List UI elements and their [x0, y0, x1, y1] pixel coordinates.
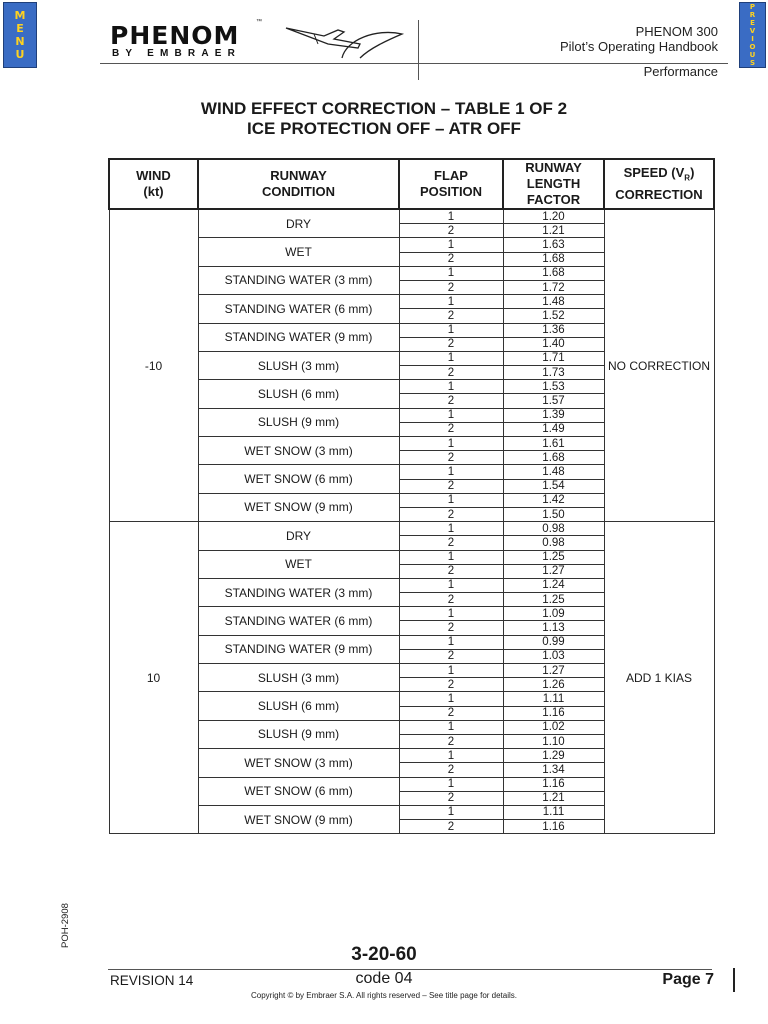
condition-cell: SLUSH (3 mm) — [198, 351, 399, 379]
factor-cell: 1.26 — [503, 678, 604, 692]
factor-cell: 1.50 — [503, 507, 604, 521]
condition-cell: WET SNOW (3 mm) — [198, 749, 399, 777]
flap-cell: 2 — [399, 678, 503, 692]
factor-cell: 1.42 — [503, 493, 604, 507]
flap-cell: 2 — [399, 280, 503, 294]
wind-correction-table — [108, 158, 715, 834]
flap-cell: 2 — [399, 422, 503, 436]
table-title: WIND EFFECT CORRECTION – TABLE 1 OF 2 — [200, 99, 568, 118]
flap-cell: 1 — [399, 749, 503, 763]
factor-cell: 1.29 — [503, 749, 604, 763]
flap-cell: 1 — [399, 664, 503, 678]
flap-cell: 2 — [399, 479, 503, 493]
flap-cell: 1 — [399, 295, 503, 309]
flap-cell: 2 — [399, 763, 503, 777]
factor-cell: 1.34 — [503, 763, 604, 777]
table-row — [109, 209, 714, 224]
factor-cell: 1.20 — [503, 209, 604, 224]
wind-cell: 10 — [109, 522, 198, 834]
flap-cell: 1 — [399, 437, 503, 451]
condition-cell: WET SNOW (9 mm) — [198, 805, 399, 833]
factor-cell: 1.03 — [503, 649, 604, 663]
factor-cell: 1.11 — [503, 692, 604, 706]
wind-cell: -10 — [109, 209, 198, 522]
nav-letter: S — [749, 58, 756, 67]
header-wind-line2: (kt) — [143, 184, 164, 199]
header-speed-pre: SPEED (V — [623, 165, 685, 181]
factor-cell: 1.53 — [503, 380, 604, 394]
factor-cell: 1.10 — [503, 734, 604, 748]
factor-cell: 1.25 — [503, 593, 604, 607]
speed-correction-cell: ADD 1 KIAS — [604, 522, 714, 834]
condition-cell: STANDING WATER (3 mm) — [198, 578, 399, 606]
flap-cell: 1 — [399, 380, 503, 394]
condition-cell: STANDING WATER (9 mm) — [198, 635, 399, 663]
condition-cell: WET — [198, 550, 399, 578]
factor-cell: 1.02 — [503, 720, 604, 734]
flap-cell: 2 — [399, 536, 503, 550]
header-model: PHENOM 300 — [635, 24, 718, 39]
header-factor-line3: FACTOR — [526, 192, 581, 207]
condition-cell: WET SNOW (9 mm) — [198, 493, 399, 521]
flap-cell: 2 — [399, 366, 503, 380]
factor-cell: 1.13 — [503, 621, 604, 635]
flap-cell: 2 — [399, 734, 503, 748]
condition-cell: STANDING WATER (3 mm) — [198, 266, 399, 294]
nav-letter: U — [749, 50, 756, 59]
table-row — [109, 522, 714, 536]
nav-letter: I — [751, 34, 754, 43]
flap-cell: 1 — [399, 550, 503, 564]
factor-cell: 1.39 — [503, 408, 604, 422]
table-body — [109, 209, 714, 834]
flap-cell: 1 — [399, 607, 503, 621]
poh-code: POH-2908 — [60, 903, 71, 948]
factor-cell: 1.63 — [503, 238, 604, 252]
flap-cell: 2 — [399, 224, 503, 238]
flap-cell: 1 — [399, 522, 503, 536]
factor-cell: 1.68 — [503, 266, 604, 280]
factor-cell: 1.68 — [503, 252, 604, 266]
flap-cell: 2 — [399, 564, 503, 578]
flap-cell: 1 — [399, 465, 503, 479]
speed-correction-cell: NO CORRECTION — [604, 209, 714, 522]
header-runway-condition — [198, 159, 399, 209]
page-code: 3-20-60 — [351, 944, 417, 965]
condition-cell: SLUSH (9 mm) — [198, 408, 399, 436]
flap-cell: 1 — [399, 323, 503, 337]
header-rule — [100, 63, 728, 64]
factor-cell: 1.09 — [503, 607, 604, 621]
nav-letter: R — [749, 10, 756, 19]
menu-button[interactable] — [3, 2, 37, 68]
factor-cell: 1.61 — [503, 437, 604, 451]
condition-cell: WET SNOW (6 mm) — [198, 777, 399, 805]
condition-cell: DRY — [198, 209, 399, 238]
logo-subtitle: BY EMBRAER — [112, 48, 242, 59]
factor-cell: 1.25 — [503, 550, 604, 564]
factor-cell: 1.16 — [503, 820, 604, 834]
factor-cell: 1.27 — [503, 564, 604, 578]
factor-cell: 1.21 — [503, 224, 604, 238]
page-bar — [733, 968, 735, 992]
flap-cell: 1 — [399, 493, 503, 507]
flap-cell: 1 — [399, 266, 503, 280]
factor-cell: 1.24 — [503, 578, 604, 592]
previous-button[interactable] — [739, 2, 766, 68]
flap-cell: 2 — [399, 820, 503, 834]
flap-cell: 2 — [399, 649, 503, 663]
header-speed-line1 — [605, 165, 713, 187]
code-label: code 04 — [355, 970, 413, 987]
factor-cell: 1.11 — [503, 805, 604, 819]
condition-cell: WET SNOW (3 mm) — [198, 437, 399, 465]
condition-cell: WET SNOW (6 mm) — [198, 465, 399, 493]
header-flap-line2: POSITION — [419, 184, 483, 199]
flap-cell: 2 — [399, 791, 503, 805]
flap-cell: 2 — [399, 394, 503, 408]
flap-cell: 2 — [399, 252, 503, 266]
flap-cell: 2 — [399, 706, 503, 720]
factor-cell: 1.40 — [503, 337, 604, 351]
factor-cell: 0.98 — [503, 536, 604, 550]
header-wind — [109, 159, 198, 209]
phenom-logo: PHENOM — [110, 21, 240, 50]
condition-cell: WET — [198, 238, 399, 266]
flap-cell: 2 — [399, 593, 503, 607]
condition-cell: STANDING WATER (9 mm) — [198, 323, 399, 351]
header-factor-line2: LENGTH — [526, 176, 581, 191]
header-runway-length-factor — [503, 159, 604, 209]
condition-cell: SLUSH (9 mm) — [198, 720, 399, 748]
logo-trademark: ™ — [256, 19, 262, 25]
factor-cell: 1.73 — [503, 366, 604, 380]
factor-cell: 0.98 — [503, 522, 604, 536]
condition-cell: SLUSH (6 mm) — [198, 380, 399, 408]
condition-cell: SLUSH (3 mm) — [198, 664, 399, 692]
flap-cell: 2 — [399, 451, 503, 465]
factor-cell: 1.52 — [503, 309, 604, 323]
nav-letter: M — [14, 9, 26, 22]
condition-cell: STANDING WATER (6 mm) — [198, 295, 399, 323]
flap-cell: 1 — [399, 238, 503, 252]
table-header-row — [109, 159, 714, 209]
condition-cell: SLUSH (6 mm) — [198, 692, 399, 720]
flap-cell: 2 — [399, 337, 503, 351]
flap-cell: 1 — [399, 578, 503, 592]
header-flap-line1: FLAP — [434, 168, 468, 183]
flap-cell: 2 — [399, 309, 503, 323]
nav-letter: P — [749, 2, 756, 11]
factor-cell: 1.68 — [503, 451, 604, 465]
flap-cell: 1 — [399, 408, 503, 422]
factor-cell: 1.72 — [503, 280, 604, 294]
factor-cell: 1.57 — [503, 394, 604, 408]
factor-cell: 1.27 — [503, 664, 604, 678]
header-flap-position — [399, 159, 503, 209]
revision-label: REVISION 14 — [110, 973, 194, 988]
flap-cell: 1 — [399, 720, 503, 734]
condition-cell: STANDING WATER (6 mm) — [198, 607, 399, 635]
header-speed-post: ) — [690, 165, 695, 181]
factor-cell: 1.16 — [503, 777, 604, 791]
flap-cell: 1 — [399, 692, 503, 706]
factor-cell: 1.49 — [503, 422, 604, 436]
header-speed-line2: CORRECTION — [615, 186, 703, 202]
nav-letter: E — [16, 22, 24, 35]
nav-letter: N — [15, 35, 25, 48]
nav-letter: E — [750, 18, 755, 27]
factor-cell: 1.48 — [503, 465, 604, 479]
airplane-logo-icon — [284, 22, 408, 62]
header-cond-line1: RUNWAY — [270, 168, 327, 183]
factor-cell: 1.36 — [503, 323, 604, 337]
factor-cell: 0.99 — [503, 635, 604, 649]
flap-cell: 1 — [399, 209, 503, 224]
table-subtitle: ICE PROTECTION OFF – ATR OFF — [247, 119, 521, 138]
header-section: Performance — [643, 64, 718, 79]
header-speed-sub: R — [684, 173, 691, 183]
factor-cell: 1.16 — [503, 706, 604, 720]
header-wind-line1: WIND — [136, 168, 171, 183]
copyright-notice: Copyright © by Embraer S.A. All rights reserved – See title page for details. — [250, 991, 518, 1000]
header-speed-correction — [604, 159, 714, 209]
header-divider — [418, 20, 419, 80]
flap-cell: 1 — [399, 777, 503, 791]
nav-letter: U — [15, 48, 25, 61]
header-factor-line1: RUNWAY — [525, 160, 582, 175]
flap-cell: 2 — [399, 621, 503, 635]
nav-letter: O — [749, 42, 756, 51]
factor-cell: 1.21 — [503, 791, 604, 805]
nav-letter: V — [749, 26, 756, 35]
factor-cell: 1.71 — [503, 351, 604, 365]
condition-cell: DRY — [198, 522, 399, 550]
flap-cell: 2 — [399, 507, 503, 521]
header-book-title: Pilot’s Operating Handbook — [559, 39, 718, 54]
flap-cell: 1 — [399, 805, 503, 819]
factor-cell: 1.48 — [503, 295, 604, 309]
factor-cell: 1.54 — [503, 479, 604, 493]
flap-cell: 1 — [399, 351, 503, 365]
page-number: Page 7 — [662, 971, 714, 988]
flap-cell: 1 — [399, 635, 503, 649]
header-cond-line2: CONDITION — [262, 184, 335, 199]
